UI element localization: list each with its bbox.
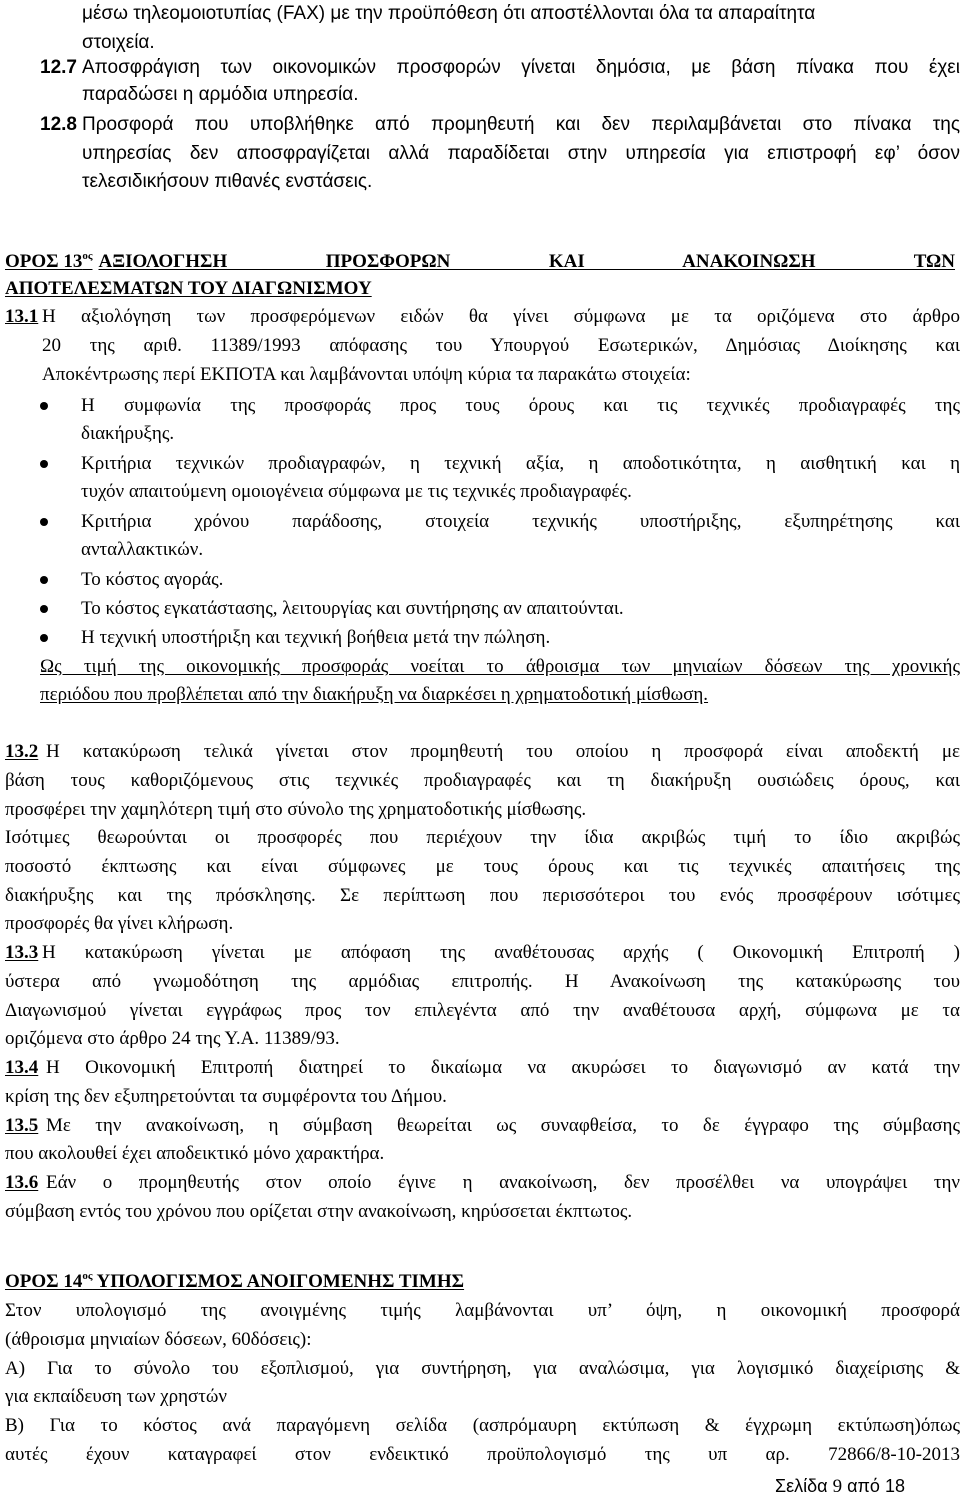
list-item-cont: τυχόν απαιτούμενη ομοιογένεια σύμφωνα με τις τεχνικές προδιαγραφές.: [81, 481, 632, 502]
clause-number: 13.6: [5, 1172, 39, 1193]
list-item: Το κόστος αγοράς.: [81, 569, 224, 590]
page-number-footer: [775, 1474, 905, 1499]
heading-text: ΑΞΙΟΛΟΓΗΣΗ ΠΡΟΣΦΟΡΩΝ ΚΑΙ ΑΝΑΚΟΙΝΩΣΗ ΤΩΝ: [98, 251, 955, 272]
text-line: που ακολουθεί έχει αποδεικτικό μόνο χαρακτήρα.: [5, 1143, 385, 1164]
clause-number: 13.2: [5, 741, 39, 762]
footer-label: από: [847, 1476, 880, 1496]
text-line: Στον υπολογισμό της ανοιγμένης τιμής λαμβάνονται υπ’ όψη, η οικονομική προσφορά: [5, 1300, 960, 1321]
text-line: Β) Για το κόστος ανά παραγόμενη σελίδα (ασπρόμαυρη εκτύπωση & έγχρωμη εκτύπωση)όπως: [5, 1415, 960, 1436]
section-heading-cont: ΑΠΟΤΕΛΕΣΜΑΤΩΝ ΤΟΥ ΔΙΑΓΩΝΙΣΜΟΥ: [5, 278, 372, 299]
heading-superscript: ος: [82, 1270, 93, 1282]
text-line: στοιχεία.: [82, 32, 155, 53]
text-line: Η κατακύρωση γίνεται με απόφαση της αναθέτουσας αρχής ( Οικονομική Επιτροπή ): [42, 942, 960, 963]
heading-text: ΟΡΟΣ 14: [5, 1271, 83, 1292]
text-line: Αποκέντρωσης περί ΕΚΠΟΤΑ και λαμβάνονται υπόψη κύρια τα παρακάτω στοιχεία:: [42, 364, 691, 385]
text-line: τελεσιδικήσουν πιθανές ενστάσεις.: [82, 171, 373, 192]
text-line: μέσω τηλεομοιοτυπίας (FAX) με την προϋπόθεση ότι αποστέλλονται όλα τα απαραίτητα: [82, 3, 816, 24]
text-line: προσφορές θα γίνει κλήρωση.: [5, 913, 234, 934]
footer-label: Σελίδα: [775, 1476, 828, 1496]
clause-number: 12.8: [40, 114, 77, 135]
clause-number: 13.5: [5, 1115, 39, 1136]
heading-part: [5, 250, 92, 274]
heading-superscript: ος: [82, 250, 93, 262]
text-line: (άθροισμα μηνιαίων δόσεων, 60δόσεις):: [5, 1329, 312, 1350]
bullet-icon: [40, 460, 48, 468]
bullet-icon: [40, 576, 48, 584]
clause-number: 13.1: [5, 306, 39, 327]
text-line: για εκπαίδευση των χρηστών: [5, 1386, 227, 1407]
text-line: οριζόμενα στο άρθρο 24 της Υ.Α. 11389/93.: [5, 1028, 340, 1049]
list-item-cont: ανταλλακτικών.: [81, 539, 204, 560]
bullet-icon: [40, 402, 48, 410]
underlined-note: Ως τιμή της οικονομικής προσφοράς νοείται το άθροισμα των μηνιαίων δόσεων της χρονικής: [40, 656, 960, 677]
clause-number: 13.3: [5, 942, 39, 963]
text-line: Αποσφράγιση των οικονομικών προσφορών γίνεται δημόσια, με βάση πίνακα που έχει: [82, 57, 960, 78]
list-item: Κριτήρια τεχνικών προδιαγραφών, η τεχνική αξία, η αποδοτικότητα, η αισθητική και η: [81, 453, 960, 474]
text-line: Η Οικονομική Επιτροπή διατηρεί το δικαίωμα να ακυρώσει το διαγωνισμό αν κατά την: [46, 1057, 960, 1078]
section-heading: [5, 250, 955, 274]
text-line: διακήρυξης και της πρόσκλησης. Σε περίπτωση που περισσότεροι του ενός προσφέρουν ισότιμες: [5, 885, 960, 906]
text-line: παραδώσει η αρμόδια υπηρεσία.: [82, 84, 359, 105]
text-line: προσφέρει την χαμηλότερη τιμή στο σύνολο της χρηματοδοτικής μίσθωσης.: [5, 799, 587, 820]
text-line: Προσφορά που υποβλήθηκε από προμηθευτή και δεν περιλαμβάνεται στο πίνακα της: [82, 114, 960, 135]
text-line: βάση τους καθοριζόμενους στις τεχνικές προδιαγραφές και τη διακήρυξη ουσιώδεις όρους, και: [5, 770, 960, 791]
text-line: ύστερα από γνωμοδότηση της αρμόδιας επιτροπής. Η Ανακοίνωση της κατακύρωσης του: [5, 971, 960, 992]
text-line: Ισότιμες θεωρούνται οι προσφορές που περιέχουν την ίδια ακριβώς τιμή το ίδιο ακριβώς: [5, 827, 960, 848]
text-line: αυτές έχουν καταγραφεί στον ενδεικτικό προϋπολογισμό της υπ αρ. 72866/8-10-2013: [5, 1444, 960, 1465]
text-line: υπηρεσίας δεν αποσφραγίζεται αλλά παραδίδεται στην υπηρεσία για επιστροφή εφ’ όσον: [82, 143, 960, 164]
text-line: κρίση της δεν εξυπηρετούνται τα συμφέροντα του Δήμου.: [5, 1086, 447, 1107]
text-line: Διαγωνισμού γίνεται εγγράφως προς τον επιλεγέντα από την αναθέτουσα αρχή, σύμφωνα με τα: [5, 1000, 960, 1021]
heading-text: ΟΡΟΣ 13: [5, 251, 83, 272]
list-item: Το κόστος εγκατάστασης, λειτουργίας και συντήρησης αν απαιτούνται.: [81, 598, 624, 619]
bullet-icon: [40, 634, 48, 642]
heading-text: ΥΠΟΛΟΓΙΣΜΟΣ ΑΝΟΙΓΟΜΕΝΗΣ ΤΙΜΗΣ: [92, 1271, 465, 1292]
list-item: Η τεχνική υποστήριξη και τεχνική βοήθεια μετά την πώληση.: [81, 627, 551, 648]
text-line: Με την ανακοίνωση, η σύμβαση θεωρείται ως συναφθείσα, το δε έγγραφο της σύμβασης: [46, 1115, 960, 1136]
list-item-cont: διακήρυξης.: [81, 423, 175, 444]
text-line: σύμβαση εντός του χρόνου που ορίζεται στην ανακοίνωση, κηρύσσεται έκπτωτος.: [5, 1201, 633, 1222]
bullet-icon: [40, 605, 48, 613]
clause-number: 13.4: [5, 1057, 39, 1078]
text-line: 20 της αριθ. 11389/1993 απόφασης του Υπουργού Εσωτερικών, Δημόσιας Διοίκησης και: [42, 335, 960, 356]
bullet-icon: [40, 518, 48, 526]
list-item: Κριτήρια χρόνου παράδοσης, στοιχεία τεχνικής υποστήριξης, εξυπηρέτησης και: [81, 511, 960, 532]
text-line: Εάν ο προμηθευτής στον οποίο έγινε η ανακοίνωση, δεν προσέλθει να υπογράψει την: [46, 1172, 960, 1193]
text-line: Η κατακύρωση τελικά γίνεται στον προμηθευτή του οποίου η προσφορά είναι αποδεκτή με: [46, 741, 960, 762]
underlined-note: περιόδου που προβλέπεται από την διακήρυξη να διαρκέσει η χρηματοδοτική μίσθωση.: [40, 684, 709, 705]
list-item: Η συμφωνία της προσφοράς προς τους όρους και τις τεχνικές προδιαγραφές της: [81, 395, 960, 416]
text-line: Α) Για το σύνολο του εξοπλισμού, για συντήρηση, για αναλώσιμα, για λογισμικό διαχείρισης &: [5, 1358, 960, 1379]
clause-number: 12.7: [40, 57, 77, 78]
footer-total-pages: 18: [884, 1476, 905, 1496]
text-line: Η αξιολόγηση των προσφερόμενων ειδών θα γίνει σύμφωνα με τα οριζόμενα στο άρθρο: [42, 306, 960, 327]
section-heading: [5, 1270, 464, 1294]
footer-page-number: 9: [832, 1476, 843, 1497]
text-line: ποσοστό έκπτωσης και είναι σύμφωνες με τους όρους και τις τεχνικές απαιτήσεις της: [5, 856, 960, 877]
